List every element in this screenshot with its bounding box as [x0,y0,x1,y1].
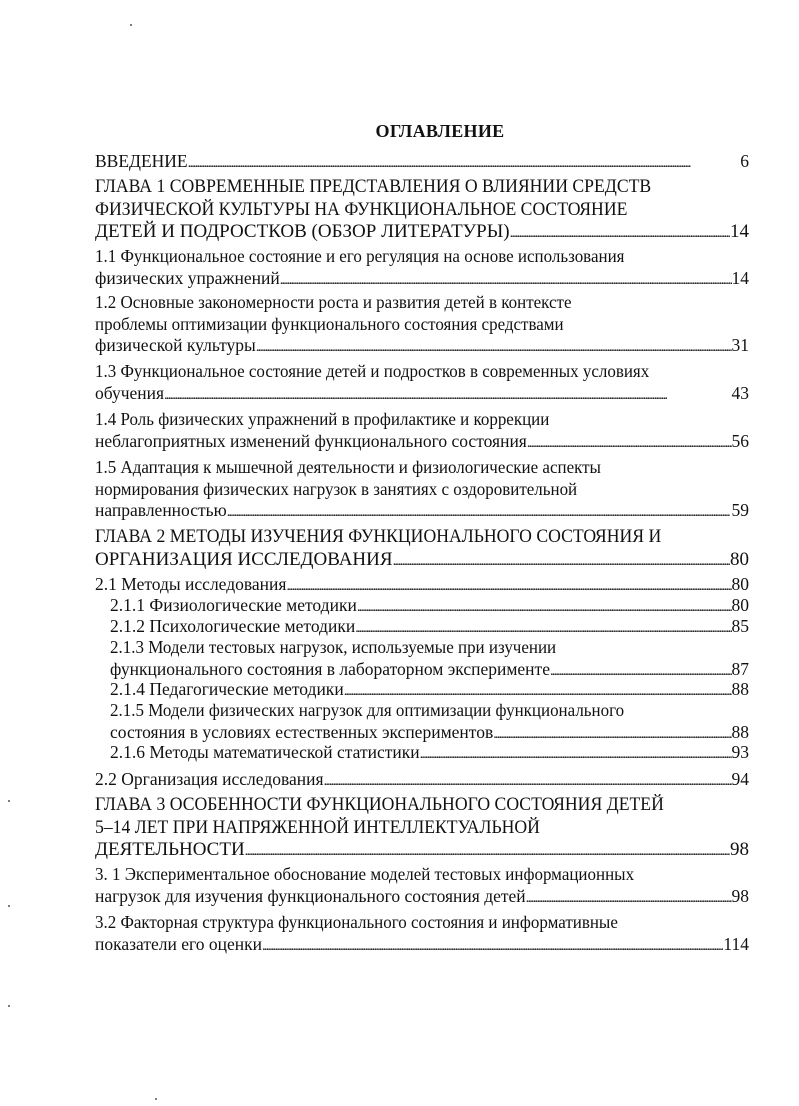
toc-entry[interactable] [110,700,749,743]
dot-leader [393,549,730,572]
toc-entry[interactable] [95,769,749,791]
toc-entry-text: неблагоприятных изменений функционального состояния [95,430,527,451]
page-number: 88 [731,679,749,699]
page-number: 114 [723,933,749,954]
toc-entry-text: 1.5 Адаптация к мышечной деятельности и физиологические аспекты [95,457,601,477]
page-number: 94 [731,769,749,789]
toc-entry-last-line [95,574,749,596]
page-number: 80 [731,595,749,615]
toc-entry-last-line [95,431,749,453]
toc-entry-text: 2.1 Методы исследования [95,574,287,594]
toc-entry[interactable] [110,742,749,764]
dot-leader [324,769,732,791]
dot-leader [344,679,732,701]
toc-entry[interactable] [95,176,749,244]
toc-entry-text: ГЛАВА 2 МЕТОДЫ ИЗУЧЕНИЯ ФУНКЦИОНАЛЬНОГО СОСТОЯНИЯ И [95,526,662,547]
toc-entry-last-line [95,934,749,956]
toc-entry-last-line [110,595,749,617]
toc-entry-text: 2.1.3 Модели тестовых нагрузок, используемые при изучении [110,637,557,657]
dot-leader [227,500,732,522]
dot-leader [164,383,731,405]
toc-entry-text: показатели его оценки [95,933,262,954]
toc-entry-text: ОРГАНИЗАЦИЯ ИССЛЕДОВАНИЯ [95,548,393,570]
toc-entry-text: 2.1.2 Психологические методики [110,616,356,636]
toc-entry-last-line [95,886,749,908]
toc-entry-last-line [95,383,749,405]
toc-entry-last-line [95,769,749,791]
toc-entry-text: 2.1.1 Физиологические методики [110,595,357,615]
toc-entry-text: нормирования физических нагрузок в занятиях с оздоровительной [95,478,578,499]
page-number: 31 [731,335,749,355]
toc-entry[interactable] [95,912,749,955]
toc-entry-text: ДЕЯТЕЛЬНОСТИ [95,839,245,860]
toc-entry-text: 1.3 Функциональное состояние детей и подростков в современных условиях [95,361,650,381]
dot-leader [493,722,731,744]
page-number: 85 [731,616,749,636]
toc-entry-text: 2.1.6 Методы математической статистики [110,742,420,762]
toc-entry-last-line [95,221,749,244]
scan-speck [130,24,132,26]
page-number: 98 [731,885,749,906]
toc-entry[interactable] [110,637,749,680]
toc-entry-text: 5–14 ЛЕТ ПРИ НАПРЯЖЕННОЙ ИНТЕЛЛЕКТУАЛЬНОЙ [95,816,540,838]
toc-entry-text: физической культуры [95,335,256,355]
toc-entry[interactable] [95,409,749,452]
toc-entry-text: 2.2 Организация исследования [95,769,324,789]
toc-entry[interactable] [95,246,749,289]
toc-entry-text: обучения [95,382,165,403]
page-number: 59 [731,500,749,520]
toc-entry-last-line [95,500,749,522]
toc-entry-text: состояния в условиях естественных экспериментов [110,721,494,742]
dot-leader [510,221,730,244]
page-number: 80 [730,548,749,570]
dot-leader [280,268,732,290]
page-number: 98 [730,839,749,860]
dot-leader [526,886,732,908]
dot-leader [420,742,732,764]
scan-speck [8,1005,10,1007]
toc-entry-text: проблемы оптимизации функционального состояния средствами [95,313,564,334]
toc-entry-text: ГЛАВА 1 СОВРЕМЕННЫЕ ПРЕДСТАВЛЕНИЯ О ВЛИЯНИИ СРЕДСТВ [95,176,652,197]
page-number: 88 [731,721,749,742]
toc-entry-text: ФИЗИЧЕСКОЙ КУЛЬТУРЫ НА ФУНКЦИОНАЛЬНОЕ СОСТОЯНИЕ [95,198,628,220]
toc-entry[interactable] [110,679,749,701]
page-number: 6 [740,151,749,171]
toc-entry-last-line [110,659,749,681]
toc-entry[interactable] [110,595,749,617]
toc-entry-text: направленностью [95,500,227,520]
toc-entry-last-line [95,839,749,862]
toc-entry-last-line [95,335,749,357]
toc-entry[interactable] [95,864,749,907]
dot-leader [256,335,732,357]
toc-entry-text: ВВЕДЕНИЕ [95,151,188,171]
toc-entry[interactable] [95,361,749,404]
page-number: 14 [730,221,749,242]
toc-entry[interactable] [110,616,749,638]
toc-entry[interactable] [95,151,749,173]
toc-entry-last-line [110,742,749,764]
toc-entry-text: ДЕТЕЙ И ПОДРОСТКОВ (ОБЗОР ЛИТЕРАТУРЫ) [95,221,510,242]
toc-entry-text: ГЛАВА 3 ОСОБЕННОСТИ ФУНКЦИОНАЛЬНОГО СОСТОЯНИЯ ДЕТЕЙ [95,794,664,815]
page-number: 43 [731,382,749,403]
toc-entry[interactable] [95,574,749,596]
dot-leader [262,934,723,956]
dot-leader [355,616,731,638]
toc-entry-text: функционального состояния в лабораторном эксперименте [110,658,550,679]
dot-leader [550,659,732,681]
toc-entry-last-line [95,549,749,572]
dot-leader [245,839,730,862]
toc-entry-text: физических упражнений [95,267,280,288]
toc-entry-text: нагрузок для изучения функционального состояния детей [95,885,526,906]
toc-entry-text: 1.4 Роль физических упражнений в профилактике и коррекции [95,409,550,429]
toc-entry-last-line [95,151,749,173]
toc-entry-last-line [110,616,749,638]
page-number: 14 [731,267,749,288]
dot-leader [527,431,732,453]
toc-entry-text: 2.1.5 Модели физических нагрузок для оптимизации функционального [110,700,625,720]
toc-entry-last-line [95,268,749,290]
page-number: 56 [731,430,749,451]
scan-speck [8,905,10,907]
toc-entry[interactable] [95,794,749,862]
page-number: 80 [731,574,749,594]
scan-speck [8,800,10,802]
dot-leader [286,574,731,596]
toc-entry-text: 2.1.4 Педагогические методики [110,679,344,699]
dot-leader [357,595,732,617]
toc-entry[interactable] [95,457,749,522]
toc-entry-last-line [110,722,749,744]
toc-entry-text: 3.2 Факторная структура функционального состояния и информативные [95,912,618,932]
toc-entry-text: 1.2 Основные закономерности роста и развития детей в контексте [95,292,572,312]
scan-speck [155,1098,157,1100]
toc-entry[interactable] [95,292,749,357]
toc-entry-last-line [110,679,749,701]
toc-entry-text: 3. 1 Экспериментальное обоснование моделей тестовых информационных [95,864,635,884]
page-number: 93 [731,742,749,762]
toc-entry-text: 1.1 Функциональное состояние и его регуляция на основе использования [95,246,625,266]
toc-title: ОГЛАВЛЕНИЕ [375,121,505,141]
toc-entry[interactable] [95,526,749,571]
page-number: 87 [731,658,749,679]
dot-leader [188,151,741,173]
